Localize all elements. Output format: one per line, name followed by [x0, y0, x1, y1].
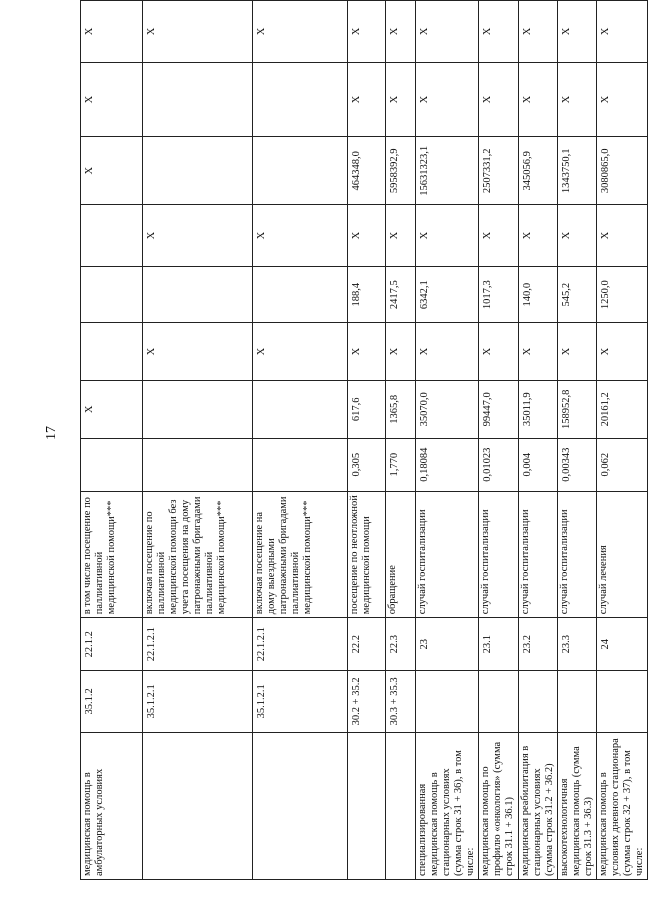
- cell-unit: обращение: [386, 491, 416, 618]
- cell-c6: Х: [253, 1, 348, 63]
- cell-norm: 0,00343: [557, 438, 596, 491]
- table-row: [253, 1, 348, 880]
- table-row: [386, 1, 416, 880]
- cell-c4: 5958392,9: [386, 137, 416, 205]
- cell-norm: 0,062: [596, 438, 647, 491]
- cell-unit: случай госпитализации: [416, 491, 479, 618]
- cell-c4: 1343750,1: [557, 137, 596, 205]
- cell-norm: 0,305: [348, 438, 386, 491]
- cell-cost: 1365,8: [386, 380, 416, 438]
- cell-line: 23: [416, 618, 479, 671]
- cell-formula: 30.3 + 35.3: [386, 671, 416, 732]
- cell-c5: Х: [416, 62, 479, 136]
- cell-c3: Х: [253, 205, 348, 267]
- cell-cost: 35070,0: [416, 380, 479, 438]
- cell-c2: [253, 266, 348, 322]
- cell-c2: 1250,0: [596, 266, 647, 322]
- cell-c4: 345056,9: [518, 137, 557, 205]
- cell-norm: 0,18084: [416, 438, 479, 491]
- cell-c3: Х: [416, 205, 479, 267]
- cell-c3: [81, 205, 143, 267]
- cell-line: 22.1.2: [81, 618, 143, 671]
- cell-c1: Х: [416, 323, 479, 380]
- cell-c4: [143, 137, 253, 205]
- cell-name: специализированная медицинская помощь в стационарных условиях (сумма строк 31 + 36), в том числе:: [416, 732, 479, 879]
- table-row: [143, 1, 253, 880]
- table-row: [348, 1, 386, 880]
- cell-c3: Х: [596, 205, 647, 267]
- cell-unit: в том числе посещение по паллиативной медицинской помощи***: [81, 491, 143, 618]
- cell-line: 23.3: [557, 618, 596, 671]
- cell-unit: включая посещение по паллиативной медицинской помощи без учета посещения на дому патронажными бригадами паллиативной медицинской помощи***: [143, 491, 253, 618]
- cell-formula: [557, 671, 596, 732]
- financing-table: [80, 0, 648, 880]
- cell-c3: Х: [518, 205, 557, 267]
- page-number: 17: [44, 426, 59, 440]
- cell-c6: Х: [416, 1, 479, 63]
- cell-c1: Х: [479, 323, 518, 380]
- cell-cost: [253, 380, 348, 438]
- cell-c5: Х: [557, 62, 596, 136]
- table-row: [596, 1, 647, 880]
- cell-formula: [479, 671, 518, 732]
- cell-cost: Х: [81, 380, 143, 438]
- cell-c4: 15631323,1: [416, 137, 479, 205]
- cell-c2: 2417,5: [386, 266, 416, 322]
- cell-unit: случай госпитализации: [557, 491, 596, 618]
- cell-c3: Х: [557, 205, 596, 267]
- cell-c4: 464348,0: [348, 137, 386, 205]
- cell-c2: 545,2: [557, 266, 596, 322]
- cell-c5: [143, 62, 253, 136]
- cell-name: [348, 732, 386, 879]
- cell-c5: Х: [81, 62, 143, 136]
- cell-c3: Х: [386, 205, 416, 267]
- cell-name: [253, 732, 348, 879]
- cell-cost: 99447,0: [479, 380, 518, 438]
- cell-line: 22.1.2.1: [143, 618, 253, 671]
- cell-c1: Х: [348, 323, 386, 380]
- cell-c1: Х: [143, 323, 253, 380]
- cell-formula: 35.1.2.1: [143, 671, 253, 732]
- cell-c5: Х: [479, 62, 518, 136]
- cell-name: [386, 732, 416, 879]
- cell-c6: Х: [386, 1, 416, 63]
- cell-line: 23.1: [479, 618, 518, 671]
- cell-line: 22.2: [348, 618, 386, 671]
- cell-name: медицинская реабилитация в стационарных условиях (сумма строк 31.2 + 36.2): [518, 732, 557, 879]
- cell-norm: 0,01023: [479, 438, 518, 491]
- cell-norm: 1,770: [386, 438, 416, 491]
- cell-c1: Х: [557, 323, 596, 380]
- cell-unit: посещение по неотложной медицинской помощи: [348, 491, 386, 618]
- cell-c2: 140,0: [518, 266, 557, 322]
- cell-c1: Х: [253, 323, 348, 380]
- cell-norm: [143, 438, 253, 491]
- cell-formula: [518, 671, 557, 732]
- cell-name: [143, 732, 253, 879]
- cell-c4: [253, 137, 348, 205]
- cell-c4: 3080865,0: [596, 137, 647, 205]
- cell-cost: 20161,2: [596, 380, 647, 438]
- cell-line: 22.1.2.1: [253, 618, 348, 671]
- cell-formula: 35.1.2.1: [253, 671, 348, 732]
- cell-c1: Х: [518, 323, 557, 380]
- cell-norm: [81, 438, 143, 491]
- cell-c1: [81, 323, 143, 380]
- cell-unit: включая посещение на дому выездными патронажными бригадами паллиативной медицинской помощи***: [253, 491, 348, 618]
- table-row: [557, 1, 596, 880]
- cell-norm: [253, 438, 348, 491]
- cell-name: медицинская помощь по профилю «онкология» (сумма строк 31.1 + 36.1): [479, 732, 518, 879]
- cell-c6: Х: [557, 1, 596, 63]
- cell-c6: Х: [81, 1, 143, 63]
- cell-c3: Х: [479, 205, 518, 267]
- cell-c2: 6342,1: [416, 266, 479, 322]
- cell-c3: Х: [143, 205, 253, 267]
- cell-line: 22.3: [386, 618, 416, 671]
- cell-unit: случай госпитализации: [479, 491, 518, 618]
- table-row: [518, 1, 557, 880]
- cell-c5: Х: [596, 62, 647, 136]
- cell-formula: [596, 671, 647, 732]
- cell-cost: 158952,8: [557, 380, 596, 438]
- cell-c2: [81, 266, 143, 322]
- cell-c1: Х: [386, 323, 416, 380]
- table-row: [479, 1, 518, 880]
- cell-c2: [143, 266, 253, 322]
- cell-c6: Х: [518, 1, 557, 63]
- table-row: [81, 1, 143, 880]
- table-row: [416, 1, 479, 880]
- cell-line: 23.2: [518, 618, 557, 671]
- cell-formula: [416, 671, 479, 732]
- cell-c1: Х: [596, 323, 647, 380]
- cell-name: медицинская помощь в условиях дневного стационара (сумма строк 32 + 37), в том числе:: [596, 732, 647, 879]
- cell-cost: [143, 380, 253, 438]
- cell-c6: Х: [348, 1, 386, 63]
- cell-c2: 1017,3: [479, 266, 518, 322]
- cell-c3: Х: [348, 205, 386, 267]
- cell-c5: [253, 62, 348, 136]
- cell-c5: Х: [386, 62, 416, 136]
- cell-cost: 35011,9: [518, 380, 557, 438]
- cell-c5: Х: [348, 62, 386, 136]
- cell-unit: случай лечения: [596, 491, 647, 618]
- cell-c6: Х: [143, 1, 253, 63]
- cell-unit: случай госпитализации: [518, 491, 557, 618]
- cell-c4: Х: [81, 137, 143, 205]
- cell-formula: 30.2 + 35.2: [348, 671, 386, 732]
- cell-cost: 617,6: [348, 380, 386, 438]
- cell-norm: 0,004: [518, 438, 557, 491]
- cell-name: медицинская помощь в амбулаторных условиях: [81, 732, 143, 879]
- cell-line: 24: [596, 618, 647, 671]
- cell-c6: Х: [479, 1, 518, 63]
- cell-c4: 2507331,2: [479, 137, 518, 205]
- cell-c5: Х: [518, 62, 557, 136]
- cell-name: высокотехнологичная медицинская помощь (сумма строк 31.3 + 36.3): [557, 732, 596, 879]
- cell-formula: 35.1.2: [81, 671, 143, 732]
- cell-c2: 188,4: [348, 266, 386, 322]
- cell-c6: Х: [596, 1, 647, 63]
